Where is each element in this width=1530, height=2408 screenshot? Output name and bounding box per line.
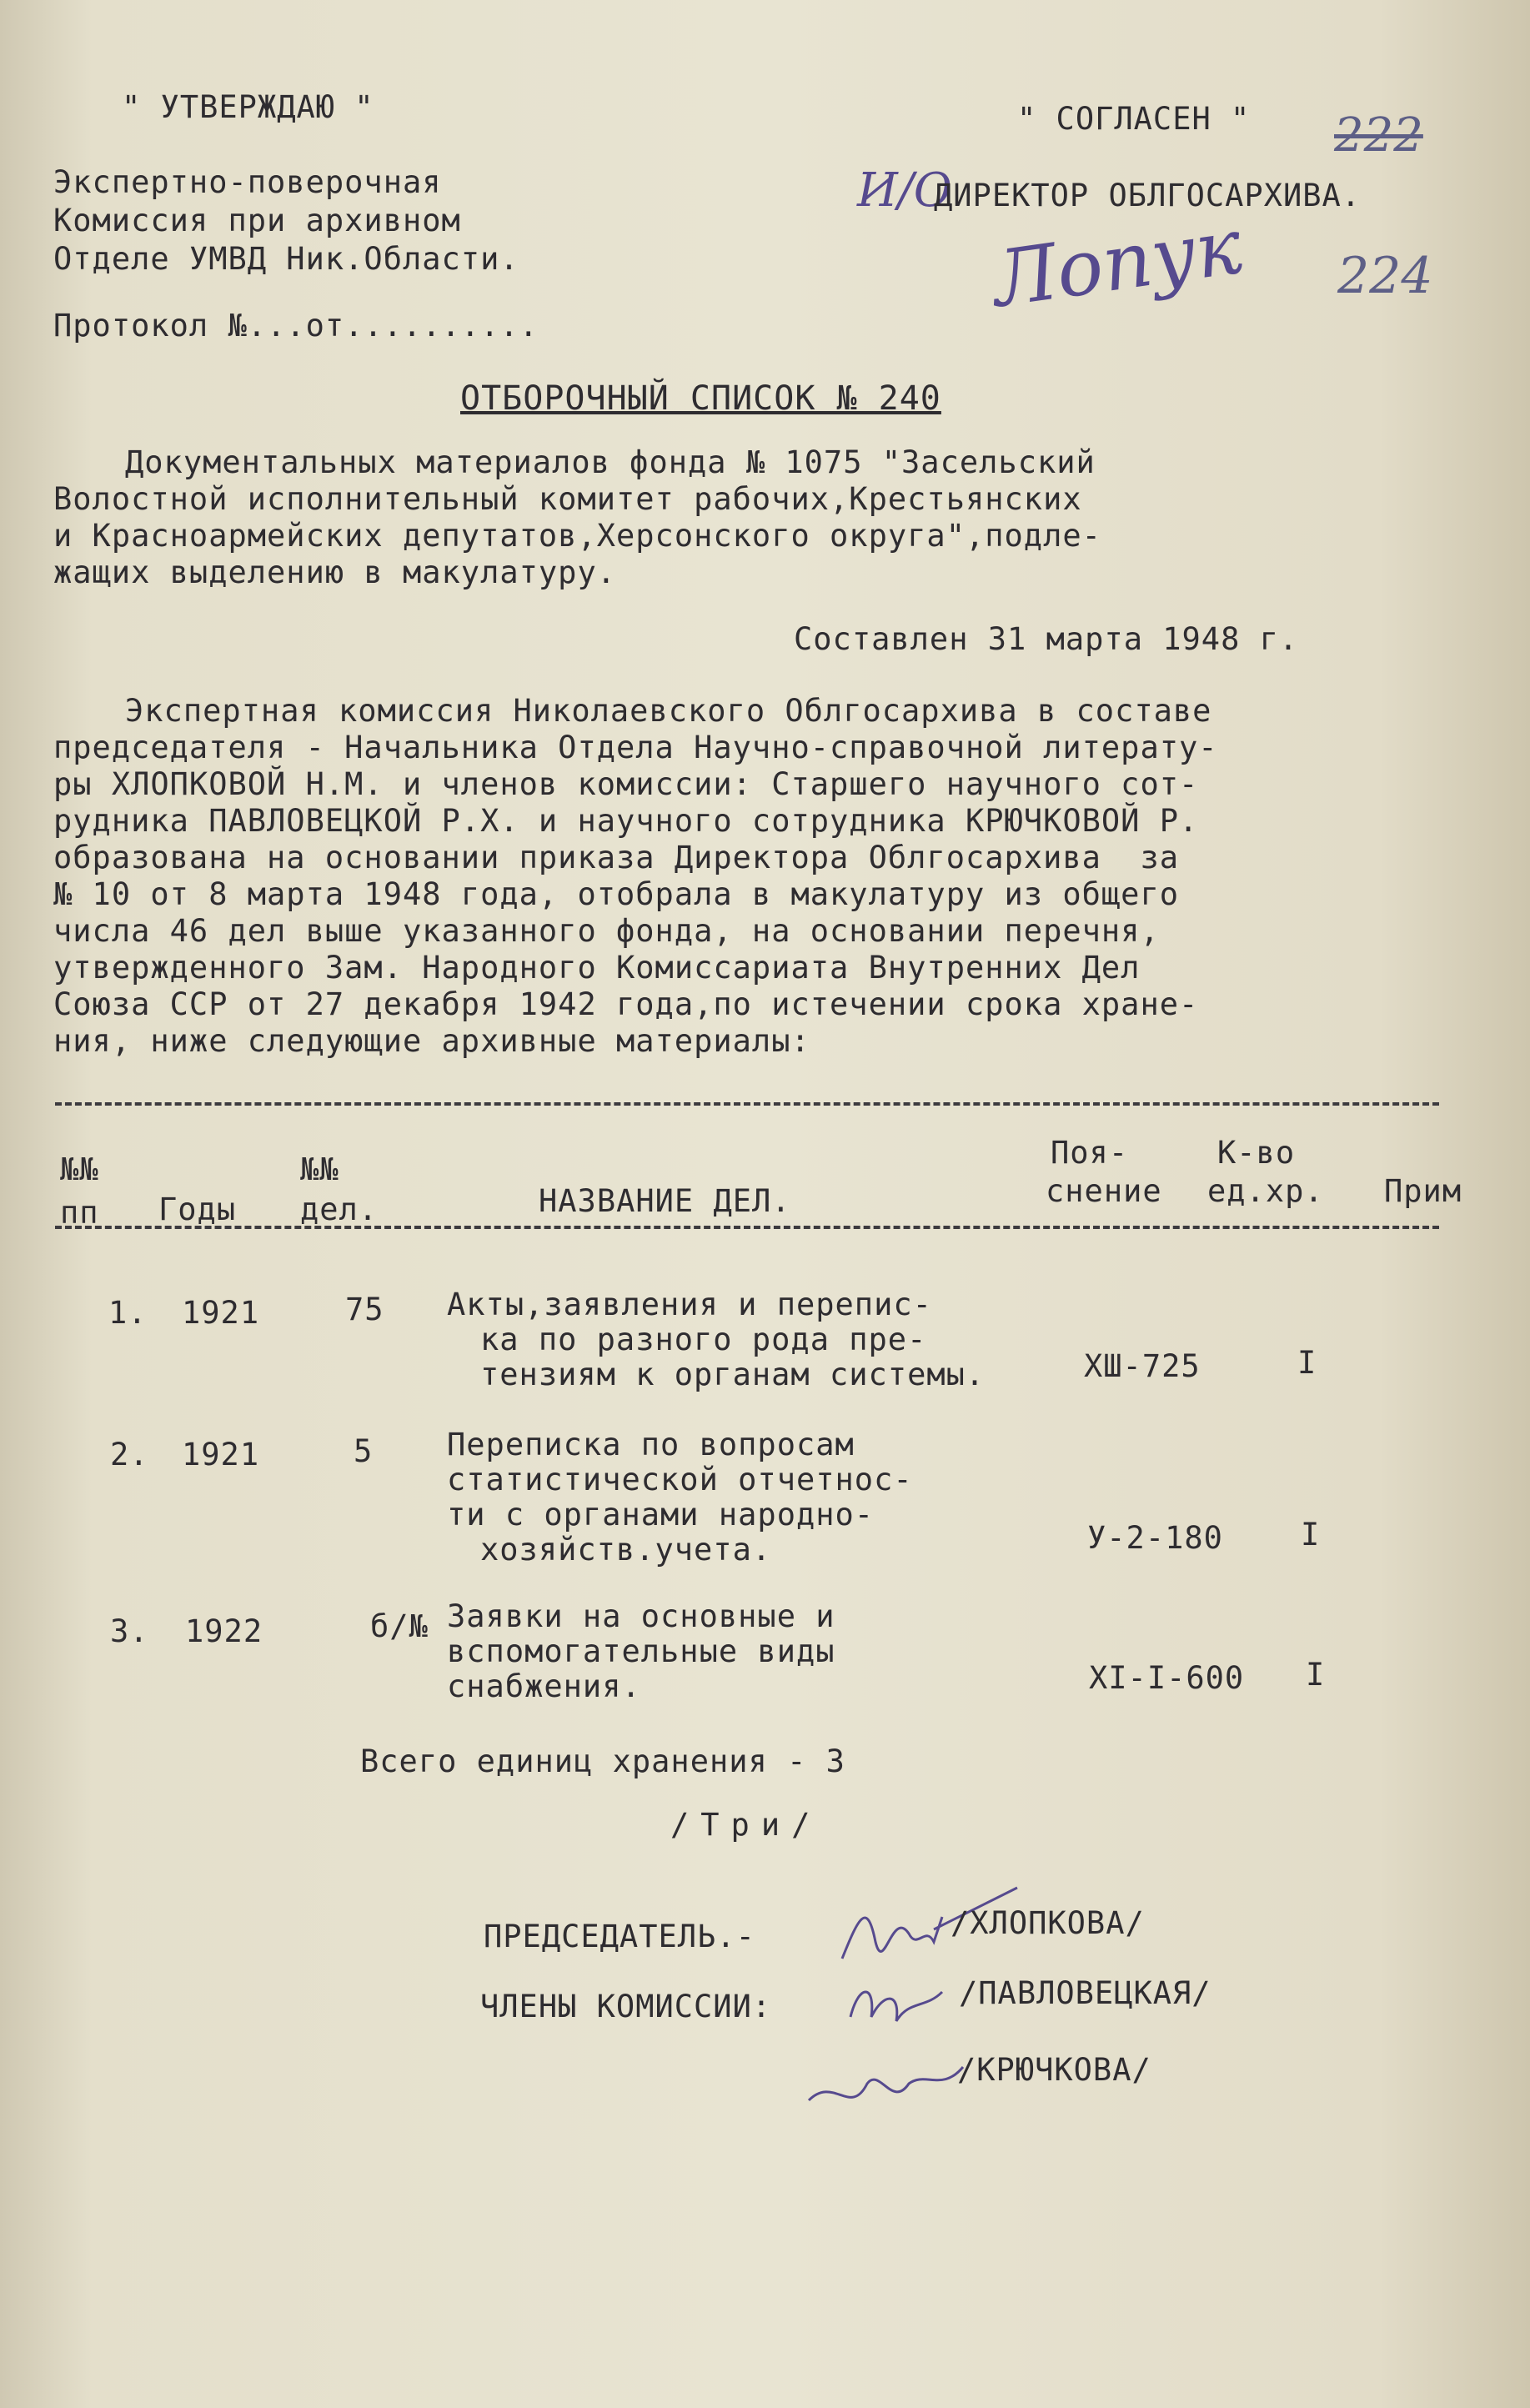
header-expl-bottom: снение	[1046, 1173, 1162, 1209]
row-num: 1.	[108, 1295, 148, 1331]
agree-title: " СОГЛАСЕН "	[1017, 101, 1251, 137]
header-qty-bottom: ед.хр.	[1207, 1173, 1324, 1209]
member2-signature-strokes	[800, 2050, 967, 2125]
protocol-line: Протокол №...от..........	[53, 308, 539, 344]
chair-name: /ХЛОПКОВА/	[951, 1905, 1145, 1941]
approve-line-3: Отделе УМВД Ник.Области.	[53, 241, 519, 277]
row-name-line-4: хозяйств.учета.	[480, 1532, 772, 1568]
handwritten-io: И/О	[857, 163, 952, 218]
row-name-line-1: Заявки на основные и	[447, 1598, 835, 1634]
member1-signature	[825, 1951, 942, 2034]
row-name-line-2: ка по разного рода пре-	[480, 1322, 927, 1357]
compiled-date: Составлен 31 марта 1948 г.	[794, 621, 1299, 657]
header-expl-top: Поя-	[1051, 1135, 1129, 1171]
row-name-line-3: тензиям к органам системы.	[480, 1357, 986, 1392]
agree-director: ДИРЕКТОР ОБЛГОСАРХИВА.	[934, 178, 1362, 213]
total-units: Всего единиц хранения - 3	[360, 1743, 845, 1779]
row-num: 2.	[110, 1437, 149, 1472]
members-label: ЧЛЕНЫ КОМИССИИ:	[480, 1989, 772, 2024]
document-heading: ОТБОРОЧНЫЙ СПИСОК № 240	[460, 379, 941, 418]
director-signature: Лопук	[987, 201, 1247, 325]
row-qty: I	[1297, 1345, 1317, 1381]
member2-signature	[784, 2034, 951, 2110]
row-name-line-1: Переписка по вопросам	[447, 1427, 855, 1462]
header-del-top: №№	[300, 1151, 339, 1187]
row-year: 1921	[182, 1295, 260, 1331]
intro-line-1: Документальных материалов фонда № 1075 "Засельский	[125, 444, 1096, 480]
row-name-line-1: Акты,заявления и перепис-	[447, 1287, 932, 1322]
row-qty: I	[1306, 1657, 1326, 1693]
row-year: 1922	[185, 1613, 263, 1649]
row-del: б/№	[370, 1608, 429, 1644]
row-expl: XI-I-600	[1089, 1660, 1245, 1696]
intro-line-2: Волостной исполнительный комитет рабочих,Крестьянских	[53, 481, 1082, 517]
header-name: НАЗВАНИЕ ДЕЛ.	[539, 1183, 791, 1219]
body-line-6: № 10 от 8 марта 1948 года, отобрала в макулатуру из общего	[53, 876, 1180, 912]
body-line-4: рудника ПАВЛОВЕЦКОЙ Р.Х. и научного сотрудника КРЮЧКОВОЙ Р.	[53, 803, 1199, 839]
body-line-5: образована на основании приказа Директора Облгосархива за	[53, 840, 1180, 875]
approve-title: " УТВЕРЖДАЮ "	[122, 89, 374, 125]
header-note: Прим	[1384, 1173, 1462, 1209]
header-year: Годы	[158, 1191, 237, 1227]
body-line-1: Экспертная комиссия Николаевского Облгосархива в составе	[125, 693, 1212, 729]
body-line-3: ры ХЛОПКОВОЙ Н.М. и членов комиссии: Старшего научного сот-	[53, 766, 1199, 802]
body-line-9: Союза ССР от 27 декабря 1942 года,по истечении срока хране-	[53, 986, 1199, 1022]
intro-line-4: жащих выделению в макулатуру.	[53, 554, 617, 590]
approve-line-2: Комиссия при архивном	[53, 203, 461, 238]
intro-line-3: и Красноармейских депутатов,Херсонского округа",подле-	[53, 518, 1101, 554]
body-line-8: утвержденного Зам. Народного Комиссариата Внутренних Дел	[53, 950, 1141, 986]
header-qty-top: К-во	[1217, 1135, 1296, 1171]
body-line-7: числа 46 дел выше указанного фонда, на основании перечня,	[53, 913, 1160, 949]
header-del-bottom: дел.	[300, 1191, 379, 1227]
header-num-bottom: пп	[60, 1195, 99, 1231]
row-del: 75	[345, 1292, 384, 1327]
row-year: 1921	[182, 1437, 260, 1472]
member2-name: /КРЮЧКОВА/	[957, 2052, 1151, 2088]
row-num: 3.	[110, 1613, 149, 1649]
row-name-line-3: ти с органами народно-	[447, 1497, 875, 1533]
row-del: 5	[354, 1433, 374, 1469]
row-expl: ХШ-725	[1084, 1348, 1201, 1384]
table-header-rule	[55, 1226, 1439, 1229]
page-number-crossed: 222	[1334, 108, 1423, 163]
header-num-top: №№	[60, 1151, 99, 1187]
row-name-line-2: вспомогательные виды	[447, 1633, 835, 1669]
member1-name: /ПАВЛОВЕЦКАЯ/	[959, 1975, 1211, 2011]
chair-label: ПРЕДСЕДАТЕЛЬ.-	[484, 1919, 755, 1954]
page-number: 224	[1337, 247, 1433, 305]
total-words: /Три/	[670, 1807, 822, 1843]
row-name-line-3: снабжения.	[447, 1668, 641, 1704]
body-line-2: председателя - Начальника Отдела Научно-справочной литерату-	[53, 730, 1218, 765]
row-qty: I	[1301, 1517, 1321, 1553]
table-top-rule	[55, 1102, 1439, 1106]
row-expl: У-2-180	[1087, 1520, 1223, 1556]
body-line-10: ния, ниже следующие архивные материалы:	[53, 1023, 810, 1059]
row-name-line-2: статистической отчетнос-	[447, 1462, 913, 1497]
approve-line-1: Экспертно-поверочная	[53, 164, 442, 200]
